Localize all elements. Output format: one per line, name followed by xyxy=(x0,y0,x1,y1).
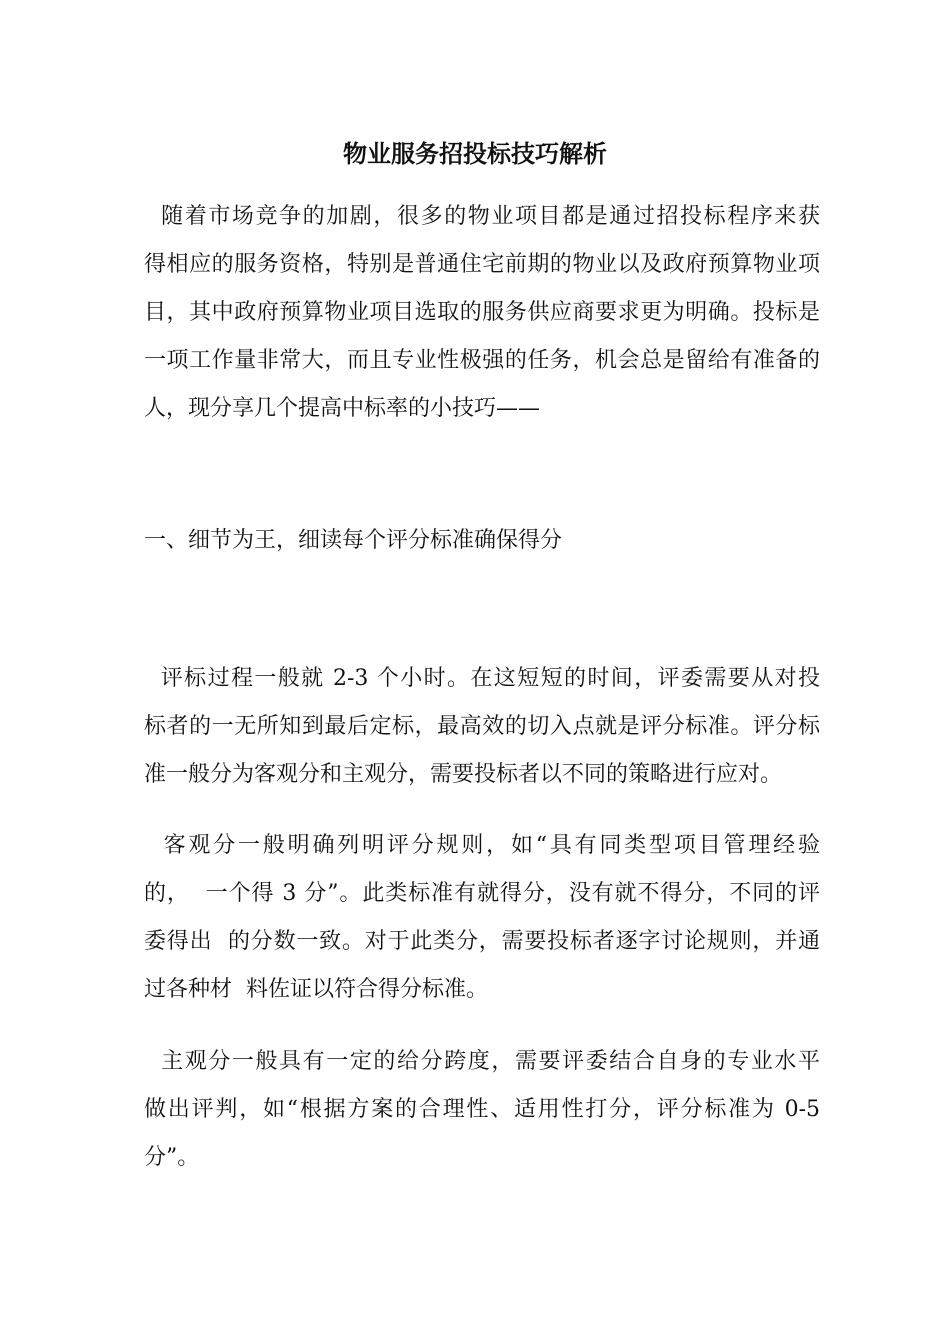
text-line: 委得出 的分数一致。对于此类分，需要投标者逐字讨论规则，并通 xyxy=(144,929,820,954)
paragraph-1 xyxy=(144,655,820,799)
text-line: 随着市场竞争的加剧，很多的物业项目都是通过招投标程序来获 xyxy=(144,204,820,229)
text-line: 做出评判，如“根据方案的合理性、适用性打分，评分标准为 0-5 xyxy=(144,1097,820,1122)
document-title: 物业服务招投标技巧解析 xyxy=(343,140,607,168)
text-line: 准一般分为客观分和主观分，需要投标者以不同的策略进行应对。 xyxy=(144,762,783,787)
text-line: 目，其中政府预算物业项目选取的服务供应商要求更为明确。投标是 xyxy=(144,300,820,325)
intro-paragraph xyxy=(144,193,820,433)
text-line: 的， 一个得 3 分”。此类标准有就得分，没有就不得分，不同的评 xyxy=(144,881,820,906)
paragraph-3 xyxy=(144,1038,820,1182)
text-line: 评标过程一般就 2-3 个小时。在这短短的时间，评委需要从对投 xyxy=(144,666,820,691)
text-line: 人，现分享几个提高中标率的小技巧—— xyxy=(144,396,541,421)
text-line: 标者的一无所知到最后定标，最高效的切入点就是评分标准。评分标 xyxy=(144,714,820,739)
text-line: 客观分一般明确列明评分规则，如“具有同类型项目管理经验 xyxy=(144,833,820,858)
text-line: 一项工作量非常大，而且专业性极强的任务，机会总是留给有准备的 xyxy=(144,348,820,373)
section-heading: 一、细节为王，细读每个评分标准确保得分 xyxy=(144,528,563,553)
paragraph-2 xyxy=(144,822,820,1014)
text-line: 得相应的服务资格，特别是普通住宅前期的物业以及政府预算物业项 xyxy=(144,252,820,277)
text-line: 分”。 xyxy=(144,1145,200,1170)
text-line: 过各种材 料佐证以符合得分标准。 xyxy=(144,977,488,1002)
text-line: 主观分一般具有一定的给分跨度，需要评委结合自身的专业水平 xyxy=(144,1049,820,1074)
